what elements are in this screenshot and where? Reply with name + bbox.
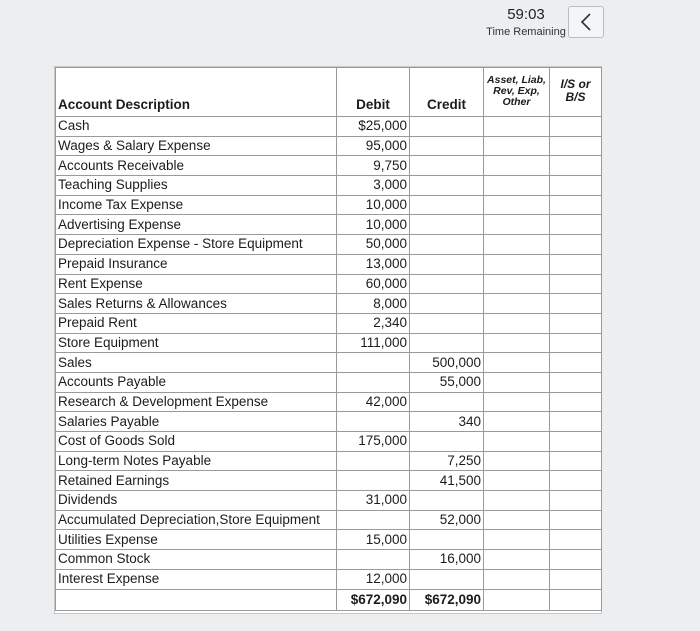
classification-input-cell[interactable] [484,432,550,452]
header-account-description: Account Description [56,68,337,117]
debit-cell [337,372,410,392]
statement-input-cell[interactable] [550,313,602,333]
account-description-cell: Accounts Payable [56,372,337,392]
totals-row [56,589,602,610]
account-description-cell: Common Stock [56,550,337,570]
debit-cell [337,471,410,491]
table-row [56,333,602,353]
time-remaining-label: Time Remaining [486,26,566,38]
total-debit: $672,090 [337,589,410,610]
statement-input-cell[interactable] [550,451,602,471]
account-description-cell: Teaching Supplies [56,176,337,196]
credit-cell [410,117,484,137]
statement-input-cell[interactable] [550,117,602,137]
classification-input-cell[interactable] [484,333,550,353]
table-row [56,294,602,314]
debit-cell: 10,000 [337,195,410,215]
classification-input-cell[interactable] [484,471,550,491]
statement-input-cell[interactable] [550,530,602,550]
credit-cell [410,432,484,452]
classification-input-cell[interactable] [484,254,550,274]
debit-cell [337,550,410,570]
account-description-cell: Cost of Goods Sold [56,432,337,452]
time-remaining-value: 59:03 [507,6,545,23]
classification-input-cell[interactable] [484,235,550,255]
credit-cell: 55,000 [410,372,484,392]
statement-input-cell[interactable] [550,491,602,511]
debit-cell: 3,000 [337,176,410,196]
classification-input-cell[interactable] [484,195,550,215]
collapse-button[interactable] [568,6,604,38]
account-table [55,67,602,611]
statement-input-cell[interactable] [550,569,602,589]
debit-cell: 31,000 [337,491,410,511]
account-description-cell: Advertising Expense [56,215,337,235]
statement-input-cell[interactable] [550,235,602,255]
table-row [56,176,602,196]
credit-cell: 52,000 [410,510,484,530]
classification-input-cell[interactable] [484,530,550,550]
debit-cell: 15,000 [337,530,410,550]
account-description-cell: Interest Expense [56,569,337,589]
header-credit: Credit [410,68,484,117]
totals-label-cell [56,589,337,610]
credit-cell [410,530,484,550]
table-row [56,353,602,373]
debit-cell: 2,340 [337,313,410,333]
debit-cell: 12,000 [337,569,410,589]
debit-cell: 50,000 [337,235,410,255]
credit-cell [410,333,484,353]
classification-input-cell[interactable] [484,117,550,137]
table-row [56,117,602,137]
header-classification-line2: Rev, Exp, [493,84,540,97]
account-description-cell: Accumulated Depreciation,Store Equipment [56,510,337,530]
account-description-cell: Salaries Payable [56,412,337,432]
account-description-cell: Cash [56,117,337,137]
total-credit: $672,090 [410,589,484,610]
table-header-row [56,68,602,117]
classification-input-cell[interactable] [484,156,550,176]
statement-input-cell[interactable] [550,294,602,314]
statement-input-cell[interactable] [550,471,602,491]
timer [478,6,574,39]
table-row [56,471,602,491]
statement-input-cell[interactable] [550,254,602,274]
classification-input-cell[interactable] [484,569,550,589]
table-row [56,530,602,550]
table-row [56,136,602,156]
debit-cell: 111,000 [337,333,410,353]
table-row [56,392,602,412]
total-classification-cell [484,589,550,610]
credit-cell: 340 [410,412,484,432]
table-row [56,235,602,255]
credit-cell [410,254,484,274]
account-description-cell: Depreciation Expense - Store Equipment [56,235,337,255]
account-description-cell: Rent Expense [56,274,337,294]
table-row [56,491,602,511]
statement-input-cell[interactable] [550,215,602,235]
classification-input-cell[interactable] [484,274,550,294]
statement-input-cell[interactable] [550,372,602,392]
account-description-cell: Prepaid Rent [56,313,337,333]
statement-input-cell[interactable] [550,176,602,196]
account-description-cell: Utilities Expense [56,530,337,550]
credit-cell: 41,500 [410,471,484,491]
table-row [56,313,602,333]
header-statement-line1: I/S or [560,77,591,91]
credit-cell [410,294,484,314]
debit-cell: 8,000 [337,294,410,314]
account-description-cell: Dividends [56,491,337,511]
account-description-cell: Accounts Receivable [56,156,337,176]
statement-input-cell[interactable] [550,136,602,156]
account-description-cell: Long-term Notes Payable [56,451,337,471]
credit-cell [410,136,484,156]
classification-input-cell[interactable] [484,136,550,156]
total-statement-cell [550,589,602,610]
table-row [56,432,602,452]
debit-cell: 95,000 [337,136,410,156]
header-debit: Debit [337,68,410,117]
statement-input-cell[interactable] [550,392,602,412]
worksheet [54,66,602,614]
debit-cell: 42,000 [337,392,410,412]
debit-cell [337,412,410,432]
statement-input-cell[interactable] [550,274,602,294]
credit-cell [410,274,484,294]
table-row [56,412,602,432]
classification-input-cell[interactable] [484,451,550,471]
statement-input-cell[interactable] [550,195,602,215]
statement-input-cell[interactable] [550,550,602,570]
statement-input-cell[interactable] [550,156,602,176]
account-description-cell: Retained Earnings [56,471,337,491]
credit-cell: 7,250 [410,451,484,471]
table-row [56,372,602,392]
chevron-left-icon [580,13,592,31]
header-statement [550,68,602,117]
account-description-cell: Income Tax Expense [56,195,337,215]
table-row [56,569,602,589]
credit-cell [410,195,484,215]
classification-input-cell[interactable] [484,372,550,392]
debit-cell: 175,000 [337,432,410,452]
debit-cell [337,451,410,471]
table-row [56,195,602,215]
table-row [56,274,602,294]
classification-input-cell[interactable] [484,313,550,333]
account-description-cell: Sales Returns & Allowances [56,294,337,314]
credit-cell: 500,000 [410,353,484,373]
table-row [56,254,602,274]
debit-cell [337,510,410,530]
classification-input-cell[interactable] [484,491,550,511]
debit-cell: 13,000 [337,254,410,274]
classification-input-cell[interactable] [484,392,550,412]
debit-cell: 60,000 [337,274,410,294]
classification-input-cell[interactable] [484,215,550,235]
classification-input-cell[interactable] [484,294,550,314]
table-row [56,550,602,570]
header-classification-line3: Other [502,95,531,108]
statement-input-cell[interactable] [550,353,602,373]
classification-input-cell[interactable] [484,412,550,432]
classification-input-cell[interactable] [484,353,550,373]
header-classification [484,68,550,117]
statement-input-cell[interactable] [550,412,602,432]
credit-cell [410,215,484,235]
credit-cell: 16,000 [410,550,484,570]
credit-cell [410,235,484,255]
account-description-cell: Wages & Salary Expense [56,136,337,156]
account-description-cell: Prepaid Insurance [56,254,337,274]
debit-cell [337,353,410,373]
account-description-cell: Store Equipment [56,333,337,353]
credit-cell [410,491,484,511]
debit-cell: 10,000 [337,215,410,235]
classification-input-cell[interactable] [484,510,550,530]
table-row [56,215,602,235]
table-row [56,510,602,530]
table-row [56,156,602,176]
credit-cell [410,313,484,333]
classification-input-cell[interactable] [484,550,550,570]
classification-input-cell[interactable] [484,176,550,196]
header-classification-line1: Asset, Liab, [487,73,546,86]
statement-input-cell[interactable] [550,432,602,452]
account-description-cell: Sales [56,353,337,373]
credit-cell [410,176,484,196]
debit-cell: 9,750 [337,156,410,176]
credit-cell [410,156,484,176]
account-description-cell: Research & Development Expense [56,392,337,412]
statement-input-cell[interactable] [550,510,602,530]
credit-cell [410,392,484,412]
debit-cell: $25,000 [337,117,410,137]
statement-input-cell[interactable] [550,333,602,353]
table-row [56,451,602,471]
credit-cell [410,569,484,589]
header-statement-line2: B/S [565,90,586,104]
